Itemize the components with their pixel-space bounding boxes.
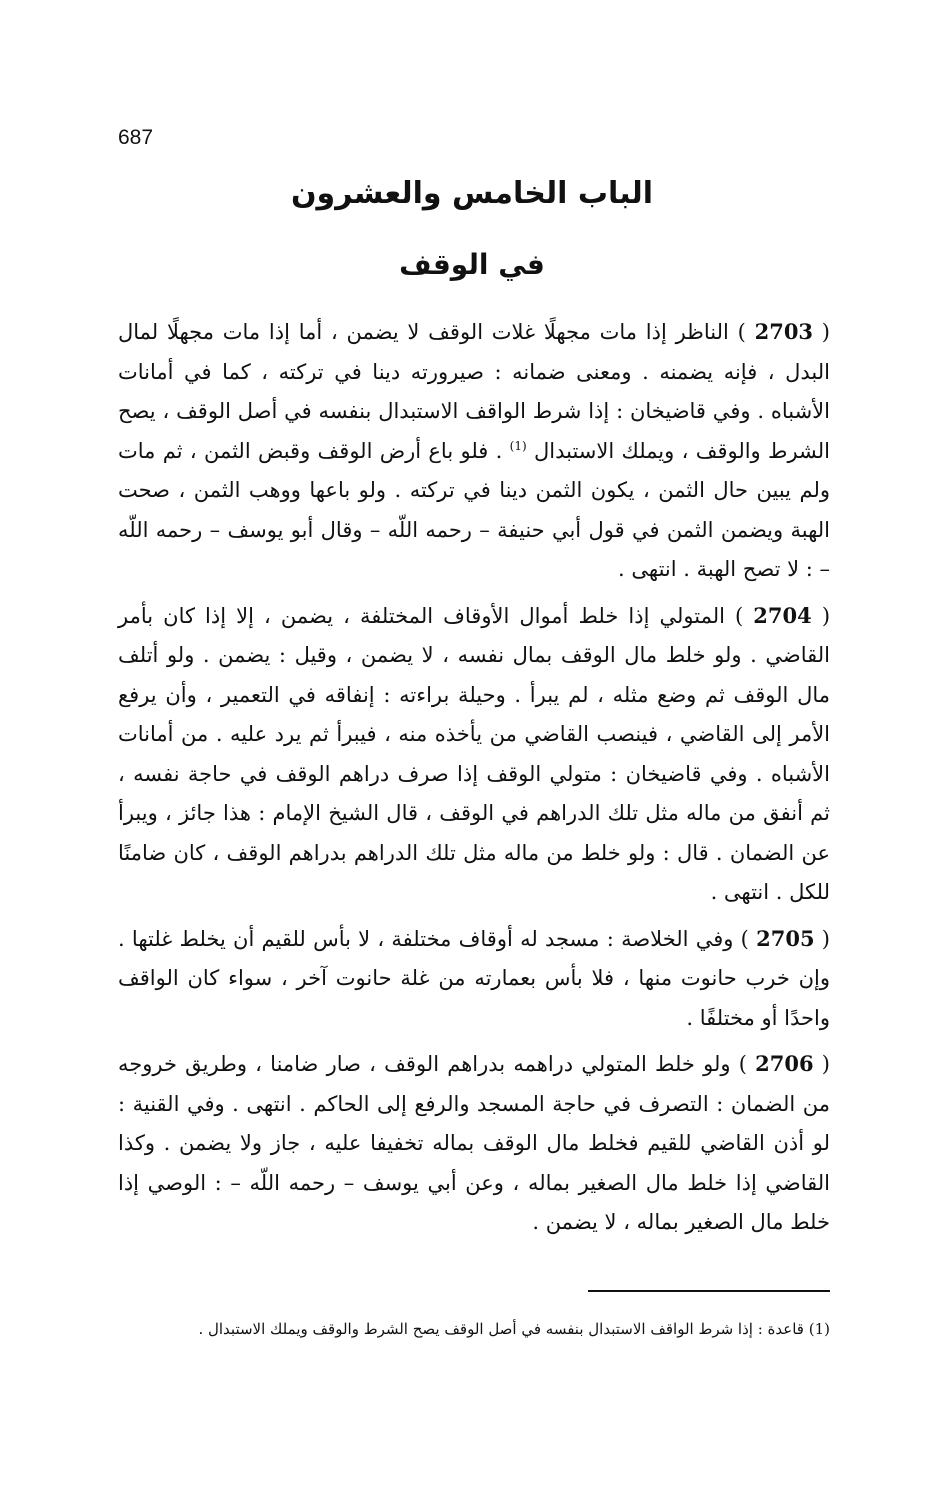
paragraph-text: وفي الخلاصة : مسجد له أوقاف مختلفة ، لا بأس للقيم أن يخلط غلتها . وإن خرب حانوت منها ، فلا بأس بعمارته من غلة حانوت آخر ، سواء كان الواقف واحدًا أو مختلفًا . <box>118 926 830 1030</box>
paragraph-number: 2706 <box>755 1051 814 1076</box>
paragraph-2706: ( 2706 ) ولو خلط المتولي دراهمه بدراهم الوقف ، صار ضامنا ، وطريق خروجه من الضمان : التصرف في حاجة المسجد والرفع إلى الحاكم . انتهى . وفي القنية : لو أذن القاضي للقيم فخلط مال الوقف بماله تخفيفا عليه ، جاز ولا يضمن . وكذا القاضي إذا خلط مال الصغير بماله ، وعن أبي يوسف – رحمه اللّه – : الوصي إذا خلط مال الصغير بماله ، لا يضمن . <box>118 1051 830 1234</box>
paragraph-2704: ( 2704 ) المتولي إذا خلط أموال الأوقاف المختلفة ، يضمن ، إلا إذا كان بأمر القاضي . ولو خلط مال الوقف بمال نفسه ، لا يضمن ، وقيل : يضمن . ولو أتلف مال الوقف ثم وضع مثله ، لم يبرأ . وحيلة براءته : إنفاقه في التعمير ، وأن يرفع الأمر إلى القاضي ، فينصب القاضي من يأخذه منه ، فيبرأ ثم يرد عليه . من أمانات الأشباه . وفي قاضيخان : متولي الوقف إذا صرف دراهم الوقف في حاجة نفسه ، ثم أنفق من ماله مثل تلك الدراهم في الوقف ، قال الشيخ الإمام : هذا جائز ، ويبرأ عن الضمان . قال : ولو خلط من ماله مثل تلك الدراهم بدراهم الوقف ، كان ضامنًا للكل . انتهى . <box>118 602 831 904</box>
footnote-reference: (1) <box>509 438 527 453</box>
paragraph-text: ولو خلط المتولي دراهمه بدراهم الوقف ، صار ضامنا ، وطريق خروجه من الضمان : التصرف في حاجة المسجد والرفع إلى الحاكم . انتهى . وفي القنية : لو أذن القاضي للقيم فخلط مال الوقف بماله تخفيفا عليه ، جاز ولا يضمن . وكذا القاضي إذا خلط مال الصغير بماله ، وعن أبي يوسف – رحمه اللّه – : الوصي إذا خلط مال الصغير بماله ، لا يضمن . <box>118 1052 830 1234</box>
paragraph-number: 2705 <box>756 925 815 951</box>
paragraph-2705: ( 2705 ) وفي الخلاصة : مسجد له أوقاف مختلفة ، لا بأس للقيم أن يخلط غلتها . وإن خرب حانوت منها ، فلا بأس بعمارته من غلة حانوت آخر ، سواء كان الواقف واحدًا أو مختلفًا . <box>118 925 830 1030</box>
chapter-subtitle: في الوقف <box>399 248 545 281</box>
paragraph-text: المتولي إذا خلط أموال الأوقاف المختلفة ، يضمن ، إلا إذا كان بأمر القاضي . ولو خلط مال الوقف بمال نفسه ، لا يضمن ، وقيل : يضمن . ولو أتلف مال الوقف ثم وضع مثله ، لم يبرأ . وحيلة براءته : إنفاقه في التعمير ، وأن يرفع الأمر إلى القاضي ، فينصب القاضي من يأخذه منه ، فيبرأ ثم يرد عليه . من أمانات الأشباه . وفي قاضيخان : متولي الوقف إذا صرف دراهم الوقف في حاجة نفسه ، ثم أنفق من ماله مثل تلك الدراهم في الوقف ، قال الشيخ الإمام : هذا جائز ، ويبرأ عن الضمان . قال : ولو خلط من ماله مثل تلك الدراهم بدراهم الوقف ، كان ضامنًا للكل . انتهى . <box>118 603 830 904</box>
paragraph-number: 2704 <box>753 602 812 628</box>
body-text <box>118 312 830 1249</box>
page-number: 687 <box>118 126 154 149</box>
footnote: (1) قاعدة : إذا شرط الواقف الاستبدال بنفسه في أصل الوقف يصح الشرط والوقف ويملك الاستبدال . <box>198 1320 830 1338</box>
paragraph-2703: ( 2703 ) الناظر إذا مات مجهلًا غلات الوقف لا يضمن ، أما إذا مات مجهلًا لمال البدل ، فإنه يضمنه . ومعنى ضمانه : صيرورته دينا في تركته ، كما في أمانات الأشباه . وفي قاضيخان : إذا شرط الواقف الاستبدال بنفسه في أصل الوقف ، يصح الشرط والوقف ، ويملك الاستبدال $^{(1)}$ . فلو باع أرض الوقف وقبض الثمن ، ثم مات ولم يبين حال الثمن ، يكون الثمن دينا في تركته . ولو باعها ووهب الثمن ، صحت الهبة ويضمن الثمن في قول أبي حنيفة – رحمه اللّه – وقال أبو يوسف – رحمه اللّه – : لا تصح الهبة . انتهى . <box>118 319 831 581</box>
paragraph-text-continued: . فلو باع أرض الوقف وقبض الثمن ، ثم مات ولم يبين حال الثمن ، يكون الثمن دينا في تركته . ولو باعها ووهب الثمن ، صحت الهبة ويضمن الثمن في قول أبي حنيفة – رحمه اللّه – وقال أبو يوسف – رحمه اللّه – : لا تصح الهبة . انتهى . <box>118 438 830 581</box>
paragraph-number: 2703 <box>754 319 814 344</box>
chapter-title: الباب الخامس والعشرون <box>290 176 654 211</box>
footnote-divider <box>588 1290 830 1292</box>
paragraph-text: الناظر إذا مات مجهلًا غلات الوقف لا يضمن ، أما إذا مات مجهلًا لمال البدل ، فإنه يضمنه . ومعنى ضمانه : صيرورته دينا في تركته ، كما في أمانات الأشباه . وفي قاضيخان : إذا شرط الواقف الاستبدال بنفسه في أصل الوقف ، يصح الشرط والوقف ، ويملك الاستبدال <box>118 320 830 463</box>
